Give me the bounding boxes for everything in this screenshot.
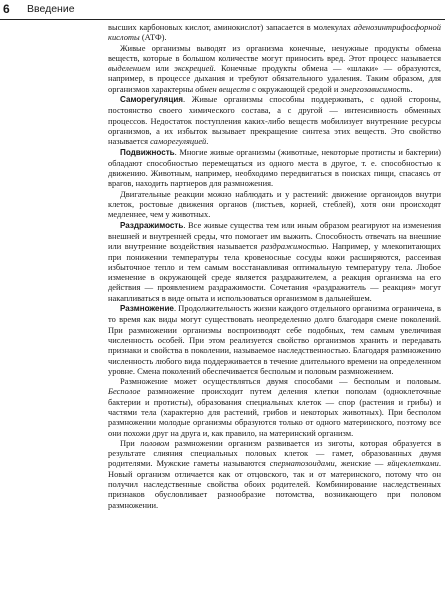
emphasis-term: аденозинтрифосфорной кислоты <box>108 22 441 43</box>
emphasis-term: Бесполое <box>108 386 141 397</box>
emphasis-term: половом <box>140 437 170 448</box>
emphasis-term: обмен веществ <box>195 83 250 94</box>
text-run: или <box>150 63 175 74</box>
paragraph <box>108 376 441 438</box>
text-run: , женские — <box>334 458 388 469</box>
text-run: При <box>120 437 141 448</box>
paragraph <box>108 43 441 94</box>
emphasis-term: выделением <box>108 63 151 74</box>
emphasis-term: сперматозоидами <box>269 458 335 469</box>
paragraph <box>108 147 441 189</box>
emphasis-term: энергозависимость <box>340 83 411 94</box>
text-run: Двигательные реакции можно наблюдать и у растений: движение органоидов внутри клеток, ростовые движения органов (листьев, корней, стеблей), хотя они происходят медленнее, чем у животных. <box>108 188 441 220</box>
text-run: . Например, у млекопитающих при понижении температуры тела кровеносные сосуды кожи расширяются, рассеивая избыточное тепло и тем самым восстанавливая оптимальную температуру тела. Любое изменение в окружающей среде является раздражителем, а реакция организма на его действия — проявлением раздражимости. Сочетания «раздражитель — реакция» могут накапливаться в виде опыта и использоваться организмом в дальнейшем. <box>108 241 441 303</box>
text-run: Размножение может осуществляться двумя способами — бесполым и половым. <box>120 376 441 387</box>
paragraph <box>108 94 441 146</box>
text-run: Живые организмы выводят из организма конечные, ненужные продукты обмена веществ, которые в большом количестве могут приносить вред. Этот процесс называется <box>108 42 441 63</box>
paragraph <box>108 303 441 376</box>
text-run: (АТФ). <box>139 32 167 43</box>
text-run: . Все живые существа тем или иным образом реагируют на изменения внешней и внутренней среды, что помогает им выжить. Способность отвечать на внешние или внутренние воздействия называется <box>108 219 441 252</box>
text-run: . <box>410 83 413 94</box>
text-run: . <box>206 136 209 147</box>
term-heading: Раздражимость <box>120 220 184 230</box>
running-header <box>0 0 445 20</box>
text-run: . Многие живые организмы (животные, некоторые протисты и бактерии) обладают способностью перемещаться из одного места в другое, т. е. способностью к движению. Животным, например, необходимо передвигаться в поисках пищи, спасаясь от врагов, находить партнеров для размножения. <box>108 146 441 189</box>
term-heading: Размножение <box>120 304 174 314</box>
text-run: . Конечные продукты обмена — «шлаки» — образуются, например, в процессе дыхания и требуют обязательного удаления. Таким образом, для организмов характерны <box>108 63 441 94</box>
emphasis-term: экскрецией <box>174 63 214 74</box>
emphasis-term: саморегуляцией <box>150 136 207 147</box>
paragraph <box>108 22 441 43</box>
paragraph <box>108 220 441 303</box>
chapter-title: Введение <box>27 3 75 15</box>
paragraph <box>108 438 441 510</box>
text-run: . Новый организм отличается как от отцовского, так и от материнского, потому что он получил наследственные свойства обоих родителей. Комбинирование наследственных признаков обусловливает разнообразие потомства, возникающего при половом размножении. <box>108 458 441 510</box>
paragraph <box>108 189 441 220</box>
emphasis-term: яйцеклетками <box>387 458 439 469</box>
term-heading: Саморегуляция <box>120 95 184 105</box>
text-run: размножение происходит путем деления клетки пополам (одноклеточные бактерии и протисты), образования специальных клеток — спор (растения и грибы) и частями тела (характерно для растений, грибов и некоторых животных). При бесполом размножении молодые организмы образуются только от одного материнского, поэтому все они похожи друг на друга и, как правило, на материнский организм. <box>108 386 441 438</box>
text-run: с окружающей средой и <box>249 83 341 94</box>
text-run: . Живые организмы способны поддерживать, с одной стороны, постоянство своего химического состава, а с другой — интенсивность обменных процессов. Недостаток поступления каких-либо веществ мобилизует внутренние ресурсы организмов, а их избыток вызывает прекращение синтеза этих веществ. Это свойство называется <box>108 94 441 147</box>
emphasis-term: раздражимостью <box>260 241 327 252</box>
term-heading: Подвижность <box>120 147 175 157</box>
body-text <box>108 22 441 510</box>
text-run: высших карбоновых кислот, аминокислот) запасается в молекулах <box>108 22 354 32</box>
text-run: размножении организм развивается из зиготы, которая образуется в результате слияния специальных половых клеток — гамет, образованных двумя родителями. Мужские гаметы называются <box>108 437 442 469</box>
page-number: 6 <box>3 2 10 16</box>
text-run: . Продолжительность жизни каждого отдельного организма ограничена, в то время как виды могут существовать неопределенно долго благодаря смене поколений. При размножении организмы воспроизводят себе подобных, тем самым увеличивая численность особей. При этом реализуется свойство организмов хранить и передавать признаки и свойства в поколении, называемое наследственностью. Благодаря размножению численность любого вида поддерживается в течение длительного времени на определенном уровне. Смена поколений обеспечивается бесполым и половым размножением. <box>108 303 441 376</box>
